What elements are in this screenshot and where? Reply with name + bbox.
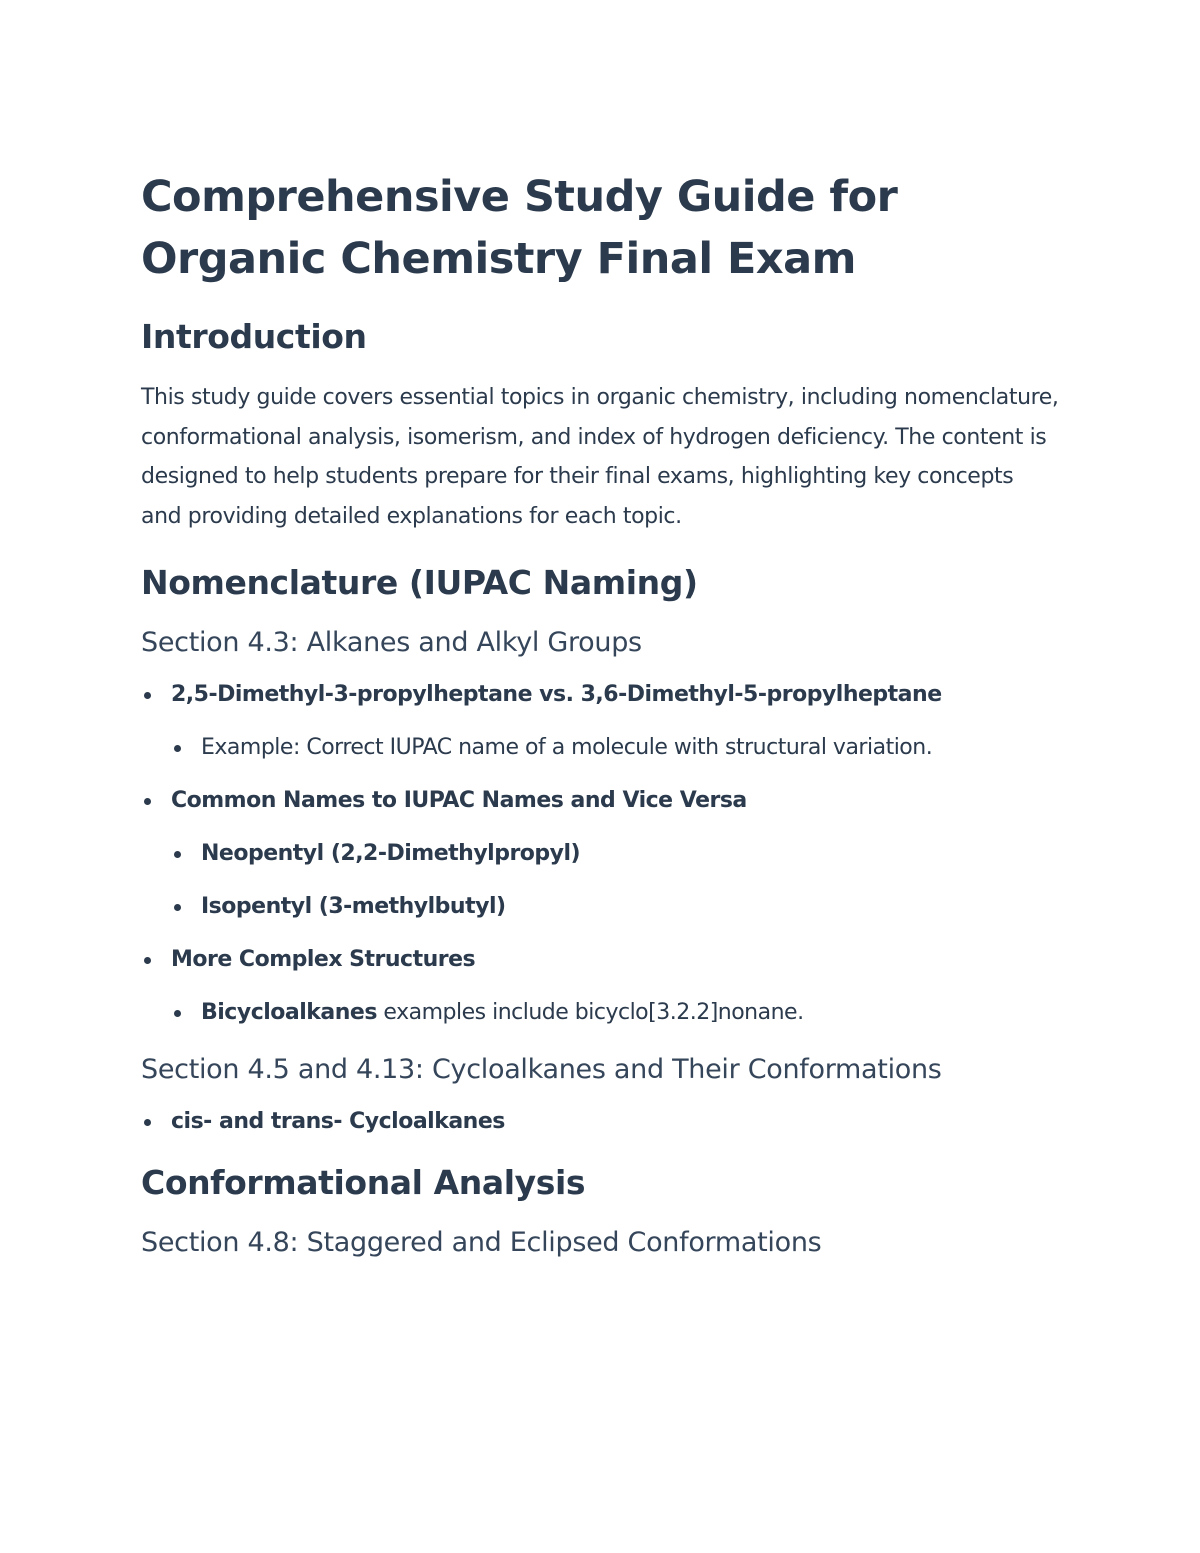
list-item-text: Neopentyl (2,2-Dimethylpropyl) <box>201 841 581 866</box>
bullet-icon <box>144 957 151 964</box>
list-item <box>141 892 1060 922</box>
section-4-5-list <box>141 1107 1060 1137</box>
list-item-text: Isopentyl (3-methylbutyl) <box>201 894 506 919</box>
document-title <box>141 166 1060 290</box>
bullet-icon <box>174 1010 181 1017</box>
nomenclature-heading: Nomenclature (IUPAC Naming) <box>141 563 698 602</box>
list-item <box>141 733 1060 763</box>
list-item-text: examples include bicyclo[3.2.2]nonane. <box>376 1000 804 1025</box>
bullet-icon <box>144 798 151 805</box>
list-item <box>141 786 1060 816</box>
section-4-3-list <box>141 680 1060 1028</box>
bullet-icon <box>144 1119 151 1126</box>
list-item <box>141 945 1060 975</box>
list-item-text: More Complex Structures <box>171 947 476 972</box>
bullet-icon <box>174 745 181 752</box>
list-item-text: Example: Correct IUPAC name of a molecule with structural variation. <box>201 735 933 760</box>
list-item <box>141 998 1060 1028</box>
bullet-icon <box>144 692 151 699</box>
title-line-2: Organic Chemistry Final Exam <box>141 234 856 284</box>
section-4-3-heading: Section 4.3: Alkanes and Alkyl Groups <box>141 627 642 658</box>
introduction-paragraph: This study guide covers essential topics in organic chemistry, including nomenclature, conformational analysis, isomerism, and index of hydrogen deficiency. The content is designed to help students prepare for their final exams, highlighting key concepts and providing detailed explanations for each topic. <box>141 385 1059 529</box>
title-line-1: Comprehensive Study Guide for <box>141 172 898 222</box>
list-item-text: cis- and trans- Cycloalkanes <box>171 1109 505 1134</box>
list-item-text: 2,5-Dimethyl-3-propylheptane vs. 3,6-Dimethyl-5-propylheptane <box>171 682 942 707</box>
list-item-bold-term: Bicycloalkanes <box>201 1000 377 1025</box>
conformational-analysis-heading: Conformational Analysis <box>141 1163 586 1202</box>
list-item <box>141 839 1060 869</box>
section-4-8-heading: Section 4.8: Staggered and Eclipsed Conformations <box>141 1227 822 1258</box>
section-4-5-heading: Section 4.5 and 4.13: Cycloalkanes and Their Conformations <box>141 1054 942 1085</box>
bullet-icon <box>174 851 181 858</box>
list-item-text: Common Names to IUPAC Names and Vice Versa <box>171 788 747 813</box>
bullet-icon <box>174 904 181 911</box>
list-item <box>141 680 1060 710</box>
list-item <box>141 1107 1060 1137</box>
introduction-heading: Introduction <box>141 317 367 356</box>
